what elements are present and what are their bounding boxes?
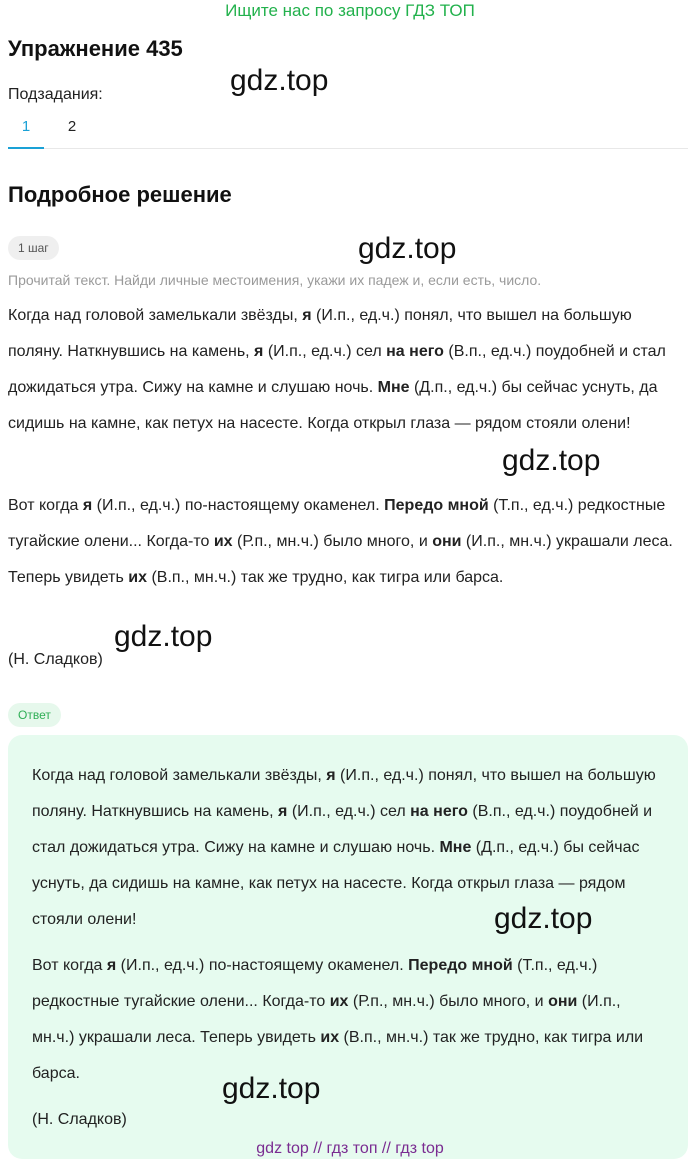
footer-links: gdz top // гдз топ // гдз top <box>256 1140 444 1157</box>
watermark: gdz.top <box>114 620 213 653</box>
tab-1[interactable]: 1 <box>21 118 31 135</box>
answer-author: (Н. Сладков) <box>32 1111 127 1128</box>
tab-2[interactable]: 2 <box>67 118 77 135</box>
subtasks-label: Подзадания: <box>8 86 103 103</box>
answer-paragraph-2: Вот когда я (И.п., ед.ч.) по-настоящему окаменел. Передо мной (Т.п., ед.ч.) редкостные тугайские олени... Когда-то их (Р.п., мн.ч.) было много, и они (И.п., мн.ч.) украшали леса. Теперь увидеть их (В.п., мн.ч.) так же трудно, как тигра или барса. <box>32 957 644 1082</box>
watermark: gdz.top <box>222 1072 321 1105</box>
top-banner: Ищите нас по запросу ГДЗ ТОП <box>225 1 475 20</box>
solution-heading: Подробное решение <box>8 182 232 207</box>
page-title: Упражнение 435 <box>8 36 183 61</box>
solution-author: (Н. Сладков) <box>8 651 103 668</box>
solution-paragraph-2: Вот когда я (И.п., ед.ч.) по-настоящему окаменел. Передо мной (Т.п., ед.ч.) редкостные тугайские олени... Когда-то их (Р.п., мн.ч.) было много, и они (И.п., мн.ч.) украшали леса. Теперь увидеть их (В.п., мн.ч.) так же трудно, как тигра или барса. <box>8 497 673 586</box>
active-tab-indicator <box>8 147 44 149</box>
watermark: gdz.top <box>230 64 329 97</box>
watermark: gdz.top <box>502 444 601 477</box>
step-badge: 1 шаг <box>8 236 59 260</box>
watermark: gdz.top <box>494 902 593 935</box>
watermark: gdz.top <box>358 232 457 265</box>
subtask-tabs <box>8 114 688 149</box>
answer-badge: Ответ <box>8 703 61 727</box>
task-hint: Прочитай текст. Найди личные местоимения, укажи их падеж и, если есть, число. <box>8 272 542 288</box>
solution-paragraph-1: Когда над головой замелькали звёзды, я (И.п., ед.ч.) понял, что вышел на большую поляну. Наткнувшись на камень, я (И.п., ед.ч.) сел на него (В.п., ед.ч.) поудобней и стал дожидаться утра. Сижу на камне и слушаю ночь. Мне (Д.п., ед.ч.) бы сейчас уснуть, да сидишь на камне, как петух на насесте. Когда открыл глаза — рядом стояли олени! <box>8 307 666 432</box>
answer-paragraph-1: Когда над головой замелькали звёзды, я (И.п., ед.ч.) понял, что вышел на большую поляну. Наткнувшись на камень, я (И.п., ед.ч.) сел на него (В.п., ед.ч.) поудобней и стал дожидаться утра. Сижу на камне и слушаю ночь. Мне (Д.п., ед.ч.) бы сейчас уснуть, да сидишь на камне, как петух на насесте. Когда открыл глаза — рядом стояли олени! <box>32 767 656 928</box>
